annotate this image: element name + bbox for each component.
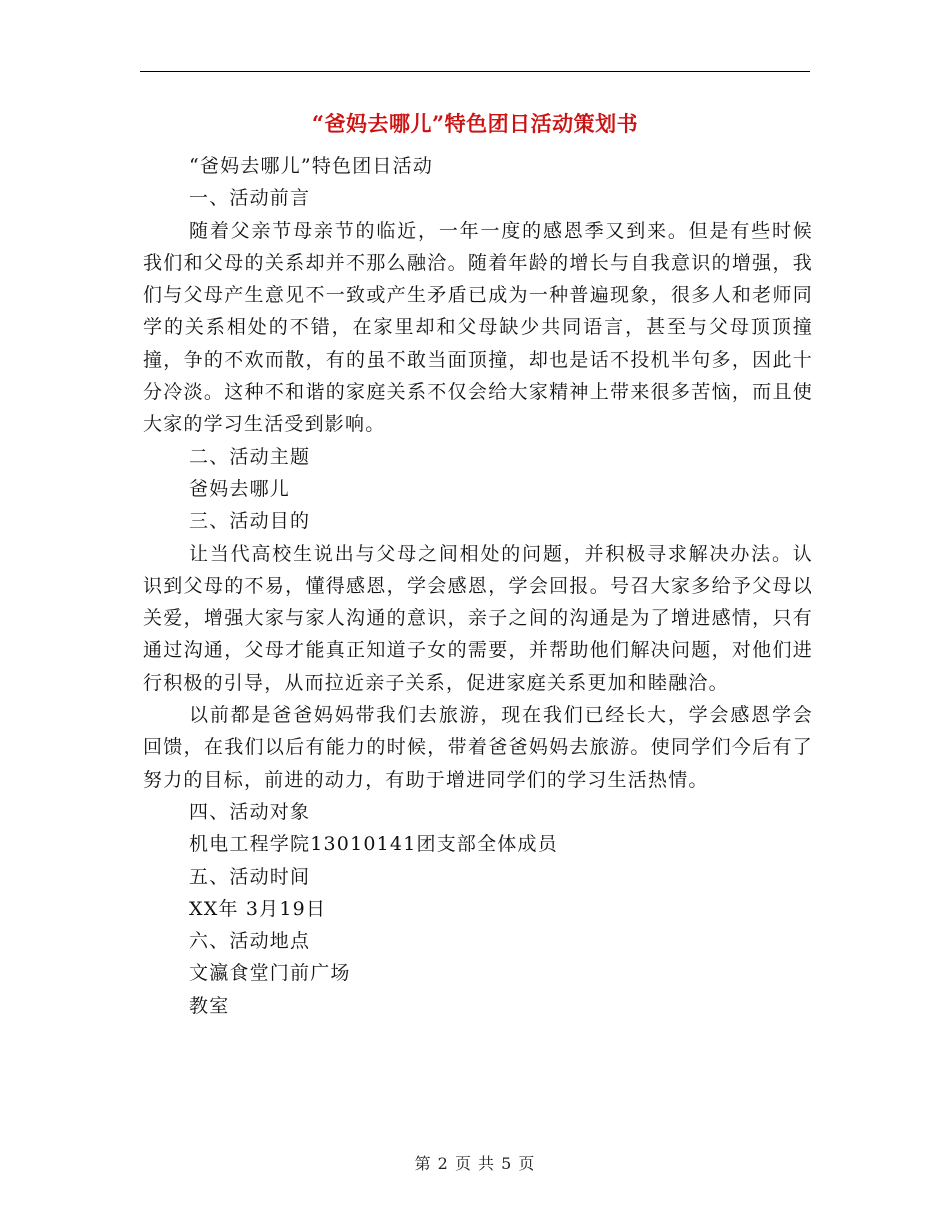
time-text: XX年 3月19日 — [189, 897, 327, 920]
preface-paragraph: 随着父亲节母亲节的临近，一年一度的感恩季又到来。但是有些时候我们和父母的关系却并不那么融洽。随着年龄的增长与自我意识的增强，我们与父母产生意见不一致或产生矛盾已成为一种普遍现象，很多人和老师同学的关系相处的不错，在家里却和父母缺少共同语言，甚至与父母顶顶撞撞，争的不欢而散，有的虽不敢当面顶撞，却也是话不投机半句多，因此十分冷淡。这种不和谐的家庭关系不仅会给大家精神上带来很多苦恼，而且使大家的学习生活受到影响。 — [143, 219, 813, 436]
document-title: “爸妈去哪儿”特色团日活动策划书 — [311, 111, 639, 136]
section-heading-time: 五、活动时间 — [189, 865, 311, 888]
purpose-paragraph-2: 以前都是爸爸妈妈带我们去旅游，现在我们已经长大，学会感恩学会回馈，在我们以后有能力的时候，带着爸爸妈妈去旅游。使同学们今后有了努力的目标，前进的动力，有助于增进同学们的学习生活热情。 — [143, 704, 813, 791]
theme-text: 爸妈去哪儿 — [189, 477, 291, 500]
location-text-1: 文瀛食堂门前广场 — [189, 962, 351, 985]
page-number: 第 2 页 共 5 页 — [414, 1154, 536, 1173]
section-heading-preface: 一、活动前言 — [189, 187, 311, 210]
purpose-paragraph-1: 让当代高校生说出与父母之间相处的问题，并积极寻求解决办法。认识到父母的不易，懂得感恩，学会感恩，学会回报。号召大家多给予父母以关爱，增强大家与家人沟通的意识，亲子之间的沟通是为了增进感情，只有通过沟通，父母才能真正知道子女的需要，并帮助他们解决问题，对他们进行积极的引导，从而拉近亲子关系，促进家庭关系更加和睦融洽。 — [143, 542, 813, 694]
activity-name: “爸妈去哪儿”特色团日活动 — [189, 155, 434, 177]
section-heading-theme: 二、活动主题 — [189, 445, 311, 468]
section-heading-location: 六、活动地点 — [189, 930, 311, 953]
location-text-2: 教室 — [189, 994, 230, 1017]
section-heading-purpose: 三、活动目的 — [189, 510, 311, 533]
participants-text: 机电工程学院13010141团支部全体成员 — [189, 833, 558, 856]
header-rule — [140, 71, 810, 72]
document-body — [143, 150, 813, 1022]
section-heading-participants: 四、活动对象 — [189, 800, 311, 823]
